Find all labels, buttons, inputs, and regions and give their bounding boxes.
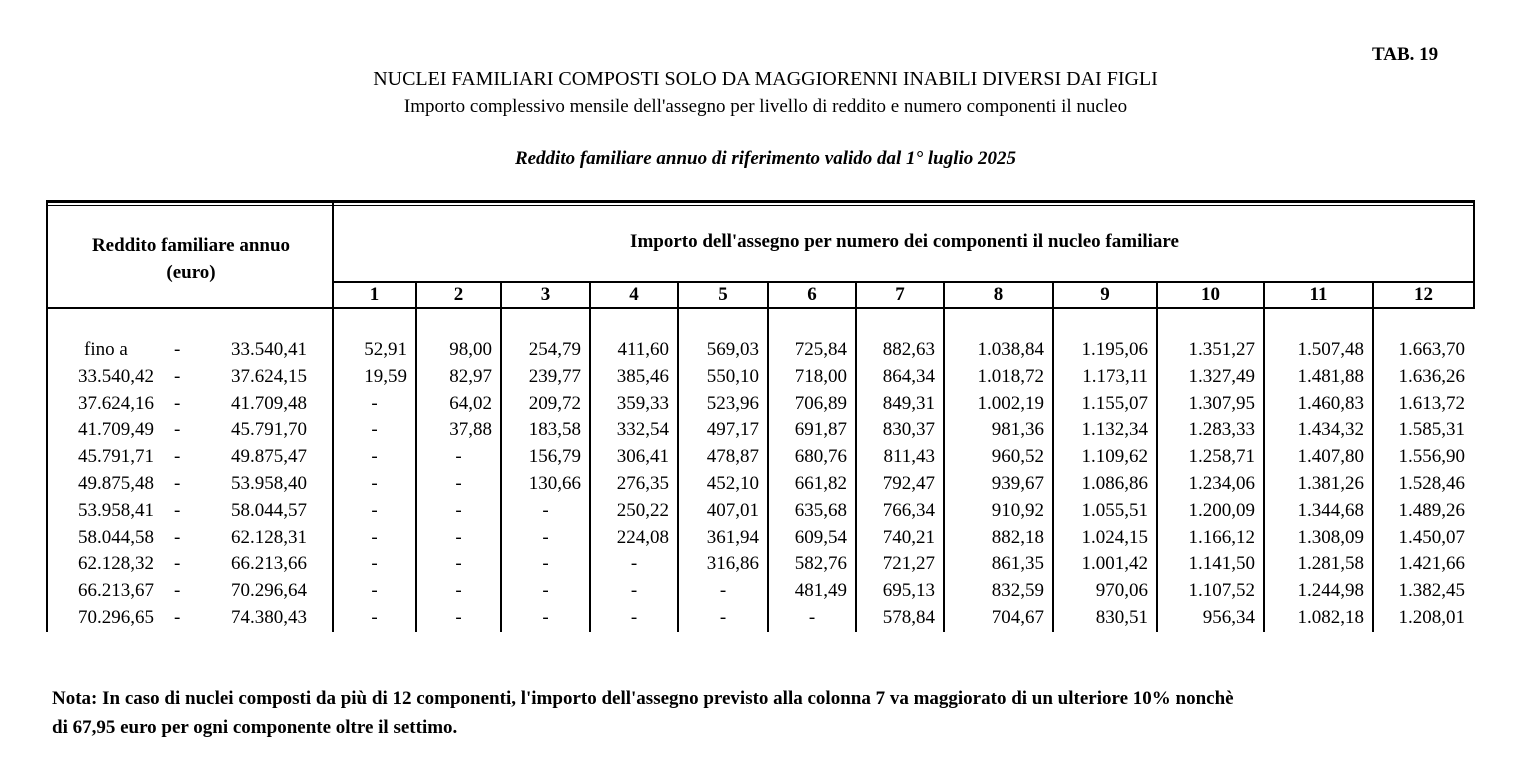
income-from: 58.044,58 <box>78 526 154 548</box>
income-from: 41.709,49 <box>78 419 154 441</box>
amount-cell: 740,21 <box>882 526 935 548</box>
amount-cell: 970,06 <box>1095 580 1148 602</box>
amount-cell: 721,27 <box>882 553 935 575</box>
amount-cell: 481,49 <box>794 580 847 602</box>
income-range-separator: - <box>174 499 181 521</box>
income-from: 53.958,41 <box>78 499 154 521</box>
amount-cell: - <box>455 499 462 521</box>
amount-cell: - <box>630 607 638 628</box>
income-range-separator: - <box>174 526 181 548</box>
amount-cell: 569,03 <box>706 339 759 360</box>
header-bottom-border <box>46 307 1475 309</box>
header-separator <box>334 281 1475 283</box>
income-range-separator: - <box>174 473 181 494</box>
amount-cell: 704,67 <box>991 607 1044 628</box>
amount-cell: 766,34 <box>882 499 935 521</box>
amount-cell: 1.481,88 <box>1297 365 1364 387</box>
amount-cell: 1.195,06 <box>1081 339 1148 360</box>
amount-cell: 792,47 <box>882 473 935 494</box>
income-to: 58.044,57 <box>231 499 307 521</box>
column-number-10: 10 <box>1201 284 1220 305</box>
column-number-5: 5 <box>718 284 728 305</box>
amount-cell: - <box>371 580 378 602</box>
amount-cell: 1.308,09 <box>1297 526 1364 548</box>
amount-cell: - <box>542 499 549 521</box>
amount-cell: 1.351,27 <box>1188 339 1255 360</box>
amount-cell: 316,86 <box>706 553 759 575</box>
amount-cell: 306,41 <box>616 446 669 468</box>
table-left-border-body <box>46 308 48 632</box>
amount-cell: - <box>371 419 378 441</box>
amount-cell: 1.234,06 <box>1188 473 1255 494</box>
table-left-border-header <box>46 200 48 308</box>
income-to: 62.128,31 <box>231 526 307 548</box>
amount-cell: 981,36 <box>991 419 1044 441</box>
amount-cell: 276,35 <box>616 473 669 494</box>
amount-cell: 1.086,86 <box>1081 473 1148 494</box>
amount-cell: 1.489,26 <box>1398 499 1465 521</box>
amount-cell: 411,60 <box>617 339 669 360</box>
income-from: fino a <box>84 339 128 360</box>
income-range-separator: - <box>174 365 181 387</box>
amount-cell: 250,22 <box>616 499 669 521</box>
amount-cell: 706,89 <box>794 392 847 414</box>
amount-cell: 811,43 <box>883 446 935 468</box>
amount-cell: 64,02 <box>449 392 492 414</box>
amount-cell: 224,08 <box>616 526 669 548</box>
amount-cell: 718,00 <box>794 365 847 387</box>
amount-cell: 452,10 <box>706 473 759 494</box>
amount-cell: 1.450,07 <box>1398 526 1465 548</box>
amount-cell: - <box>630 553 638 575</box>
amount-cell: 691,87 <box>794 419 847 441</box>
amount-cell: - <box>455 607 462 628</box>
income-range-separator: - <box>174 392 181 414</box>
amount-cell: 910,92 <box>991 499 1044 521</box>
amount-cell: - <box>455 580 462 602</box>
amount-cell: 635,68 <box>794 499 847 521</box>
amount-cell: 98,00 <box>449 339 492 360</box>
footnote-line1: Nota: In caso di nuclei composti da più di 12 componenti, l'importo dell'assegno previsto alla colonna 7 va maggiorato di un ulteriore 10% nonchè <box>52 688 1234 709</box>
amount-cell: - <box>371 607 378 628</box>
column-number-3: 3 <box>540 284 551 305</box>
amount-cell: 1.636,26 <box>1398 365 1465 387</box>
column-number-6: 6 <box>807 284 817 305</box>
amount-cell: 882,18 <box>991 526 1044 548</box>
amount-cell: 582,76 <box>794 553 847 575</box>
amount-cell: - <box>542 526 549 548</box>
amount-cell: 52,91 <box>364 339 407 360</box>
income-header-line1: Reddito familiare annuo <box>91 235 291 256</box>
amount-cell: 695,13 <box>882 580 935 602</box>
amount-cell: 1.173,11 <box>1082 365 1148 387</box>
amount-cell: 830,37 <box>882 419 935 441</box>
amount-cell: 1.434,32 <box>1297 419 1364 441</box>
income-range-separator: - <box>174 553 181 575</box>
amount-cell: 1.132,34 <box>1081 419 1148 441</box>
column-number-7: 7 <box>895 284 905 305</box>
amount-cell: 1.109,62 <box>1081 446 1148 468</box>
amount-cell: 1.055,51 <box>1081 499 1148 521</box>
amount-cell: 82,97 <box>449 365 492 387</box>
income-to: 66.213,66 <box>231 553 307 575</box>
amount-cell: 1.381,26 <box>1297 473 1364 494</box>
amount-cell: - <box>371 473 378 494</box>
table-top-border-inner <box>46 205 1475 206</box>
amount-cell: 861,35 <box>991 553 1044 575</box>
amount-cell: 1.283,33 <box>1188 419 1255 441</box>
amount-cell: - <box>542 580 549 602</box>
amount-cell: 725,84 <box>794 339 847 360</box>
amount-cell: - <box>630 580 638 602</box>
amount-cell: 1.344,68 <box>1297 499 1364 521</box>
table-top-border <box>46 200 1475 203</box>
amount-cell: 960,52 <box>991 446 1044 468</box>
amount-cell: 661,82 <box>794 473 847 494</box>
amount-cell: 332,54 <box>616 419 669 441</box>
amount-cell: 680,76 <box>794 446 847 468</box>
income-to: 37.624,15 <box>231 365 307 387</box>
income-range-separator: - <box>174 446 181 468</box>
amount-cell: 19,59 <box>364 365 407 387</box>
amount-cell: - <box>371 446 378 468</box>
column-number-11: 11 <box>1309 284 1328 305</box>
amount-cell: 1.421,66 <box>1398 553 1465 575</box>
amount-cell: 1.166,12 <box>1188 526 1255 548</box>
amount-cell: - <box>542 607 549 628</box>
amount-cell: 359,33 <box>616 392 669 414</box>
income-from: 37.624,16 <box>78 392 154 414</box>
amount-cell: 1.407,80 <box>1297 446 1364 468</box>
income-range-separator: - <box>174 419 181 441</box>
amount-cell: 1.082,18 <box>1297 607 1364 628</box>
amount-cell: 497,17 <box>706 419 759 441</box>
income-from: 70.296,65 <box>78 607 154 628</box>
amount-cell: 1.200,09 <box>1188 499 1255 521</box>
amount-cell: 523,96 <box>706 392 759 414</box>
table-number-label: TAB. 19 <box>1372 44 1439 65</box>
footnote-line2: di 67,95 euro per ogni componente oltre il settimo. <box>52 717 458 738</box>
amount-cell: - <box>455 446 462 468</box>
amount-cell: 1.155,07 <box>1081 392 1148 414</box>
amount-cell: 37,88 <box>449 419 492 441</box>
income-header-line2: (euro) <box>166 262 216 283</box>
amount-cell: 1.382,45 <box>1398 580 1465 602</box>
income-to: 74.380,43 <box>231 607 307 628</box>
amount-cell: 1.663,70 <box>1398 339 1465 360</box>
income-from: 62.128,32 <box>78 553 154 575</box>
amount-cell: - <box>371 392 378 414</box>
income-range-separator: - <box>174 339 181 360</box>
footnote <box>52 684 1412 742</box>
income-range-separator: - <box>174 580 181 602</box>
income-from: 49.875,48 <box>78 473 154 494</box>
amount-cell: 550,10 <box>706 365 759 387</box>
amount-cell: 1.307,95 <box>1188 392 1255 414</box>
amount-cell: - <box>371 526 378 548</box>
income-from: 66.213,67 <box>78 580 154 602</box>
amount-cell: 832,59 <box>991 580 1044 602</box>
amount-cell: 1.507,48 <box>1297 339 1364 360</box>
amount-cell: 385,46 <box>616 365 669 387</box>
amount-cell: - <box>455 553 462 575</box>
amount-cell: 1.141,50 <box>1188 553 1255 575</box>
reference-period-title: Reddito familiare annuo di riferimento valido dal 1° luglio 2025 <box>514 148 1017 169</box>
amount-cell: 882,63 <box>882 339 935 360</box>
amount-cell: - <box>542 553 549 575</box>
amount-cell: 830,51 <box>1095 607 1148 628</box>
income-from: 45.791,71 <box>78 446 154 468</box>
amount-cell: 609,54 <box>794 526 847 548</box>
table-right-border-header <box>1473 200 1475 308</box>
amount-cell: - <box>808 607 816 628</box>
amount-cell: 956,34 <box>1202 607 1255 628</box>
amount-cell: 1.585,31 <box>1398 419 1465 441</box>
income-to: 33.540,41 <box>231 339 307 360</box>
page-subtitle: Importo complessivo mensile dell'assegno per livello di reddito e numero componenti il nucleo <box>403 96 1128 117</box>
column-number-2: 2 <box>453 284 464 305</box>
income-to: 45.791,70 <box>231 419 307 441</box>
amount-cell: - <box>371 499 378 521</box>
column-number-1: 1 <box>369 284 380 305</box>
column-number-9: 9 <box>1100 284 1110 305</box>
income-to: 53.958,40 <box>231 473 307 494</box>
amount-cell: 1.327,49 <box>1188 365 1255 387</box>
amount-cell: 1.018,72 <box>977 365 1044 387</box>
amount-cell: 1.258,71 <box>1188 446 1255 468</box>
amount-cell: 864,34 <box>882 365 935 387</box>
amount-cell: 254,79 <box>528 339 581 360</box>
amount-group-header: Importo dell'assegno per numero dei componenti il nucleo familiare <box>630 231 1179 252</box>
income-range-separator: - <box>174 607 181 628</box>
amount-cell: 849,31 <box>882 392 935 414</box>
amount-cell: 183,58 <box>528 419 581 441</box>
amount-cell: 156,79 <box>528 446 581 468</box>
column-number-12: 12 <box>1414 284 1433 305</box>
amount-cell: - <box>455 473 462 494</box>
amount-cell: - <box>455 526 462 548</box>
amount-cell: 939,67 <box>991 473 1044 494</box>
amount-cell: 361,94 <box>706 526 759 548</box>
column-number-4: 4 <box>629 284 639 305</box>
column-number-8: 8 <box>993 284 1004 305</box>
amount-cell: 578,84 <box>882 607 935 628</box>
amount-cell: 1.024,15 <box>1081 526 1148 548</box>
amount-cell: 1.281,58 <box>1297 553 1364 575</box>
amount-cell: 1.556,90 <box>1398 446 1465 468</box>
amount-cell: - <box>719 580 727 602</box>
amount-cell: - <box>719 607 727 628</box>
amount-cell: 1.244,98 <box>1297 580 1364 602</box>
income-to: 41.709,48 <box>231 392 307 414</box>
amount-cell: 407,01 <box>706 499 759 521</box>
amount-cell: 1.002,19 <box>977 392 1044 414</box>
amount-cell: 1.038,84 <box>977 339 1044 360</box>
income-from: 33.540,42 <box>78 365 154 387</box>
amount-cell: 478,87 <box>706 446 759 468</box>
amount-cell: 1.528,46 <box>1398 473 1465 494</box>
income-to: 49.875,47 <box>231 446 307 468</box>
amount-cell: 1.107,52 <box>1188 580 1255 602</box>
income-column-header <box>50 232 332 286</box>
amount-cell: - <box>371 553 378 575</box>
amount-cell: 1.613,72 <box>1398 392 1465 414</box>
amount-cell: 130,66 <box>528 473 581 494</box>
amount-cell: 239,77 <box>528 365 581 387</box>
page-title: NUCLEI FAMILIARI COMPOSTI SOLO DA MAGGIORENNI INABILI DIVERSI DAI FIGLI <box>373 68 1158 90</box>
amount-cell: 209,72 <box>528 392 581 414</box>
amount-cell: 1.208,01 <box>1398 607 1465 628</box>
income-to: 70.296,64 <box>231 580 307 602</box>
amount-cell: 1.460,83 <box>1297 392 1364 414</box>
amount-cell: 1.001,42 <box>1081 553 1148 575</box>
